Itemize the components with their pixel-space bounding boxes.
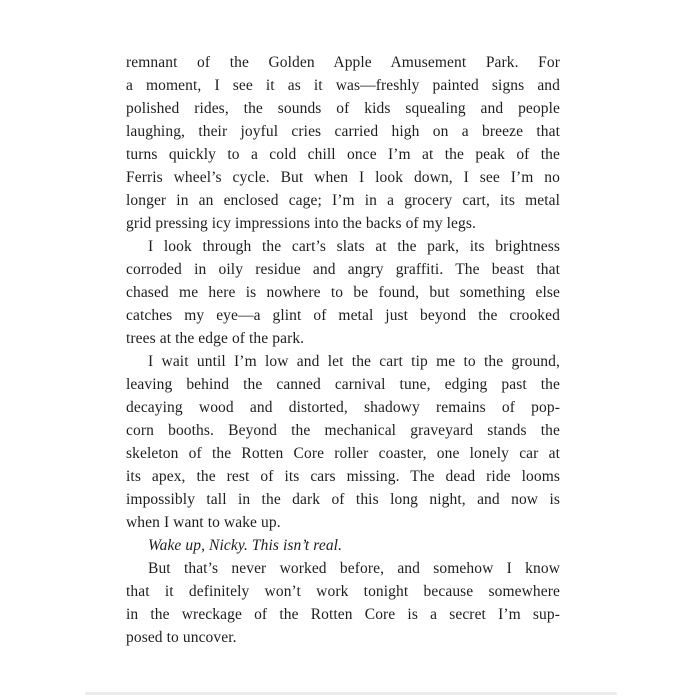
paragraph: [126, 557, 560, 649]
paragraph: [126, 534, 560, 557]
text-line: trees at the edge of the park.: [126, 330, 305, 347]
text-line: catches my eye—a glint of metal just beyond the crooked: [126, 307, 560, 324]
text-line: polished rides, the sounds of kids squealing and people: [126, 100, 560, 117]
text-line: But that’s never worked before, and somehow I know: [148, 560, 560, 577]
text-line: corroded in oily residue and angry graffiti. The beast that: [126, 261, 560, 278]
text-line: skeleton of the Rotten Core roller coaster, one lonely car at: [126, 445, 560, 462]
text-line: Wake up, Nicky. This isn’t real.: [148, 537, 343, 554]
text-line: its apex, the rest of its cars missing. The dead ride looms: [126, 468, 560, 485]
paragraph: [126, 235, 560, 350]
paragraph: [126, 51, 560, 235]
text-line: grid pressing icy impressions into the backs of my legs.: [126, 215, 476, 232]
paragraph: [126, 350, 560, 534]
text-line: longer in an enclosed cage; I’m in a grocery cart, its metal: [126, 192, 560, 209]
text-line: impossibly tall in the dark of this long night, and now is: [126, 491, 560, 508]
text-line: I look through the cart’s slats at the park, its brightness: [148, 238, 560, 255]
text-line: chased me here is nowhere to be found, but something else: [126, 284, 560, 301]
text-line: laughing, their joyful cries carried high on a breeze that: [126, 123, 560, 140]
text-line: corn booths. Beyond the mechanical graveyard stands the: [126, 422, 560, 439]
text-line: decaying wood and distorted, shadowy remains of pop-: [126, 399, 560, 416]
page-edge-shadow: [85, 692, 617, 695]
text-line: Ferris wheel’s cycle. But when I look down, I see I’m no: [126, 169, 560, 186]
text-line: remnant of the Golden Apple Amusement Park. For: [126, 54, 560, 71]
text-line: that it definitely won’t work tonight because somewhere: [126, 583, 560, 600]
text-line: a moment, I see it as it was—freshly painted signs and: [126, 77, 560, 94]
text-line: I wait until I’m low and let the cart tip me to the ground,: [148, 353, 560, 370]
text-block: [126, 51, 560, 649]
text-line: turns quickly to a cold chill once I’m at the peak of the: [126, 146, 560, 163]
text-line: leaving behind the canned carnival tune, edging past the: [126, 376, 560, 393]
text-line: posed to uncover.: [126, 629, 237, 646]
text-line: when I want to wake up.: [126, 514, 281, 531]
text-line: in the wreckage of the Rotten Core is a secret I’m sup-: [126, 606, 560, 623]
